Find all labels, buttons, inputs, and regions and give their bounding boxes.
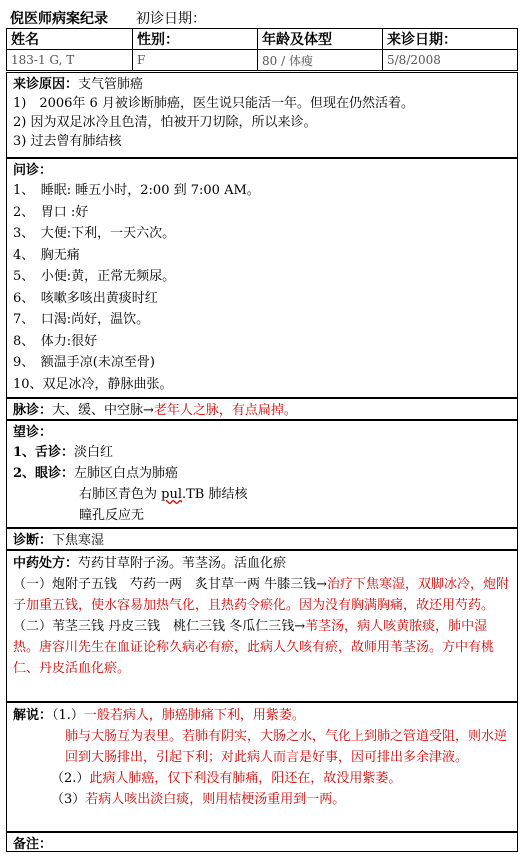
eye-label: 2、眼诊： (13, 466, 75, 481)
inquiry-item: 8、 体力:很好 (13, 333, 98, 349)
record-title: 倪医师病案纪录 (10, 11, 108, 27)
tongue-label: 1、舌诊： (13, 445, 75, 460)
pulse-label: 脉诊： (13, 403, 53, 418)
tongue-value: 淡白红 (74, 445, 114, 460)
explanation-point-1: 一般若病人，肺癌肺痛下利，用紫萎。 (83, 708, 305, 723)
first-visit-date-label: 初诊日期： (136, 11, 206, 27)
visit-date-value: 5/8/2008 (383, 50, 518, 71)
inspection-section (6, 420, 518, 528)
explanation-point-3: 若病人咳出淡白痰，则用桔梗汤重用到一两。 (85, 792, 346, 807)
name-value: 183-1 G, T (7, 50, 133, 71)
inquiry-label: 问诊： (13, 163, 53, 178)
prescription-section (6, 550, 518, 702)
inquiry-item: 9、 额温手凉(未凉至骨) (13, 355, 155, 370)
explanation-section (6, 702, 518, 832)
notes-label: 备注： (13, 837, 53, 852)
patient-info-value-row (7, 50, 518, 71)
reason-section (6, 72, 518, 158)
prescription-summary: 芍药甘草附子汤。苇茎汤。活血化瘀 (78, 556, 287, 571)
age-build-value: 80 / 体瘦 (258, 50, 383, 71)
inquiry-item: 5、 小便:黄，正常无频尿。 (13, 269, 176, 284)
prescription-one-herbs: （一）炮附子五钱 芍药一两 炙甘草一两 牛膝三钱→ (13, 577, 328, 592)
prescription-one (13, 574, 511, 616)
reason-item: 2) 因为双足冰冷且色清，怕被开刀切除，所以来诊。 (13, 115, 317, 130)
inquiry-section (6, 158, 518, 398)
reason-item: 1) 2006年 6 月被诊断肺癌，医生说只能活一年。但现在仍然活着。 (13, 96, 414, 111)
prescription-two (13, 616, 511, 679)
pulse-text: 大、缓、中空脉→ (52, 403, 154, 418)
inquiry-item: 10、双足冰冷，静脉曲张。 (13, 376, 173, 392)
inquiry-item: 1、 睡眠: 睡五小时，2:00 到 7:00 AM。 (13, 183, 260, 198)
diagnosis-section (6, 528, 518, 550)
prescription-two-note: 苇茎汤，病人咳黄脓痰，肺中湿热。唐容川先生在血证论称久病必有瘀，此病人久咳有瘀，故师用苇茎汤。方中有桃仁、丹皮活血化瘀。 (13, 619, 495, 676)
sex-value: F (133, 50, 258, 71)
inquiry-item: 6、 咳嗽多咳出黄痰时红 (13, 290, 158, 306)
inquiry-item: 2、 胃口 :好 (13, 204, 89, 220)
name-header: 姓名 (7, 29, 133, 50)
prescription-label: 中药处方： (13, 556, 79, 571)
inspection-label: 望诊： (13, 425, 53, 440)
inquiry-item: 3、 大便:下利，一天六次。 (13, 226, 176, 241)
pulse-note: 老年人之脉，有点扁掉。 (153, 403, 297, 418)
spellcheck-mark: pul (161, 487, 182, 502)
notes-section (6, 832, 518, 852)
eye-finding-2: 右肺区青色为 pul.TB 肺结核 (79, 487, 248, 502)
visit-date-header: 来诊日期： (383, 29, 518, 50)
diagnosis-label: 诊断： (13, 533, 53, 548)
explanation-label: 解说： (13, 708, 53, 723)
explanation-number-1: （1.） (52, 708, 84, 723)
inquiry-item: 4、 胸无痛 (13, 247, 80, 263)
pulse-section (6, 398, 518, 420)
diagnosis-value: 下焦寒湿 (52, 533, 105, 548)
patient-info-table (6, 28, 518, 71)
age-build-header: 年龄及体型 (258, 29, 383, 50)
explanation-point-2: 此病人肺癌，仅下利没有肺痛，阳还在，故没用紫萎。 (89, 771, 402, 786)
patient-info-header-row (7, 29, 518, 50)
explanation-number-2: （2.） (51, 771, 90, 786)
reason-label: 来诊原因： (13, 77, 79, 92)
explanation-number-3: （3） (51, 792, 86, 807)
eye-finding-3: 瞳孔反应无 (79, 508, 145, 523)
prescription-one-note: 治疗下焦寒湿，双脚冰冷，炮附子加重五钱，使水容易加热气化，且热药令瘀化。因为没有胸满胸痛，故还用芍药。 (13, 577, 510, 613)
reason-value: 支气管肺癌 (78, 77, 144, 92)
prescription-two-herbs: （二）苇茎三钱 丹皮三钱 桃仁三钱 冬瓜仁三钱→ (13, 619, 306, 634)
sex-header: 性别： (133, 29, 258, 50)
page-title (10, 8, 206, 28)
explanation-point-1-detail: 肺与大肠互为表里。若肺有阴实，大肠之水，气化上到肺之管道受阻，则水逆回到大肠排出，引起下利；对此病人而言是好事，因可排出多余津液。 (65, 729, 508, 765)
eye-finding: 左肺区白点为肺癌 (74, 466, 179, 481)
reason-item: 3) 过去曾有肺结核 (13, 134, 122, 149)
inquiry-item: 7、 口渴:尚好，温饮。 (13, 312, 150, 327)
